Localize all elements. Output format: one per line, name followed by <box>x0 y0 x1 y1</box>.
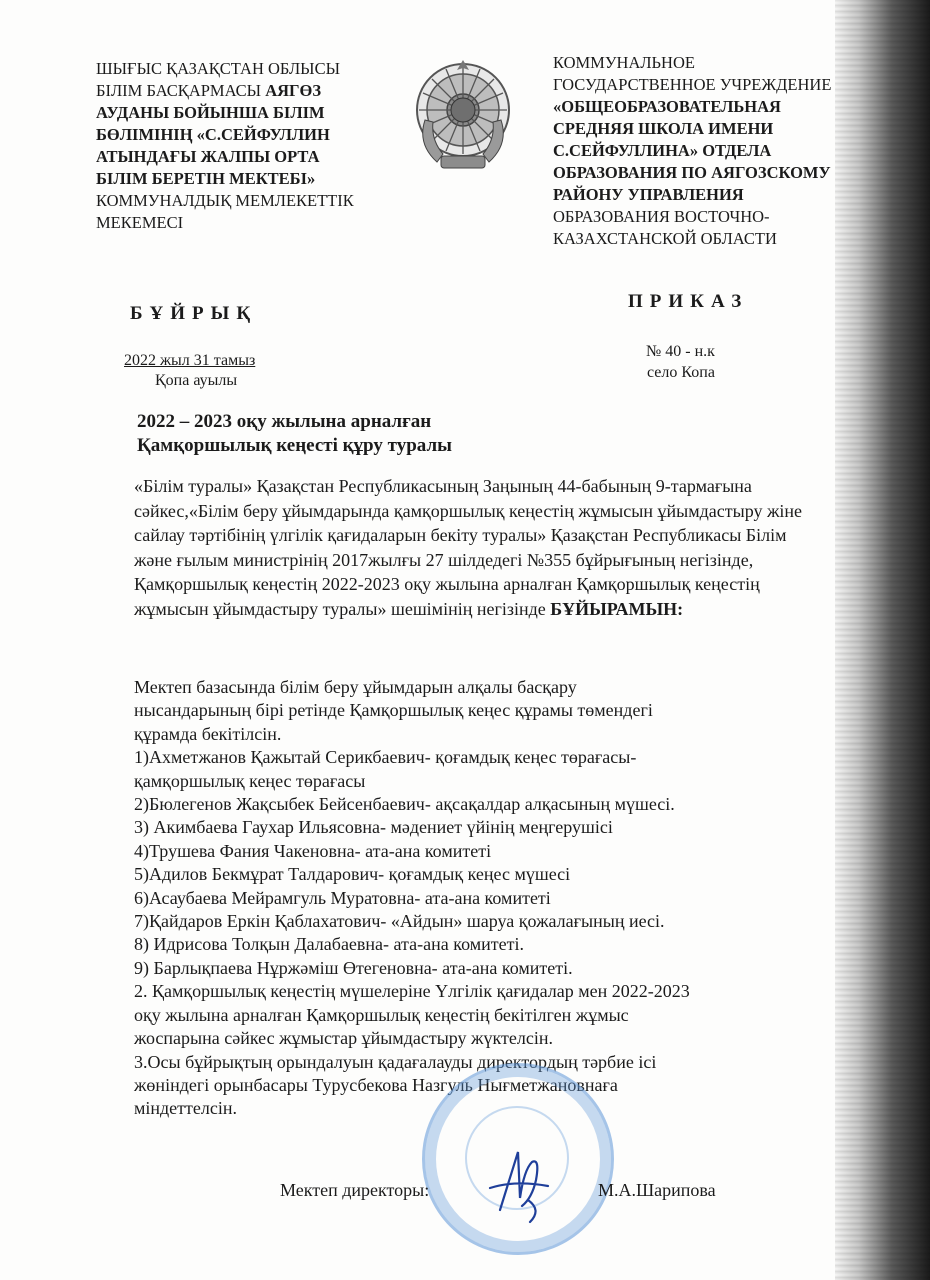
command-word: БҰЙЫРАМЫН: <box>550 598 684 619</box>
body-line: Мектеп базасында білім беру ұйымдарын алқалы басқару <box>134 677 577 697</box>
body-line: құрамда бекітілсін. <box>134 723 282 744</box>
subject-line: 2022 – 2023 оқу жылына арналған <box>137 411 432 432</box>
order-number: № 40 - н.к <box>646 343 715 360</box>
order-date: 2022 жыл 31 тамыз <box>124 352 256 369</box>
body-line: оқу жылына арналған Қамқоршылық кеңестің бекітілген жұмыс <box>134 1004 629 1025</box>
header-right-line: КОММУНАЛЬНОЕ <box>553 53 695 72</box>
body-line: міндеттелсін. <box>134 1098 237 1119</box>
body-line: қамқоршылық кеңес төрағасы <box>134 770 366 791</box>
header-right-line: ОБРАЗОВАНИЯ ПО АЯГОЗСКОМУ <box>553 163 831 182</box>
header-right-line: РАЙОНУ УПРАВЛЕНИЯ <box>553 185 744 204</box>
preamble-paragraph <box>134 474 814 621</box>
header-right-line: КАЗАХСТАНСКОЙ ОБЛАСТИ <box>553 229 777 248</box>
director-signature <box>470 1140 560 1230</box>
header-left-line: АТЫНДАҒЫ ЖАЛПЫ ОРТА <box>96 147 320 166</box>
header-left-line: БІЛІМ БЕРЕТІН МЕКТЕБІ» <box>96 169 316 188</box>
village-kz: Қопа ауылы <box>155 372 238 389</box>
subject-line: Қамқоршылық кеңесті құру туралы <box>137 435 452 456</box>
order-title-ru: ПРИКАЗ <box>628 291 749 312</box>
body-line: 3.Осы бұйрықтың орындалуын қадағалауды директордың тәрбие ісі <box>134 1051 657 1072</box>
header-right-line: «ОБЩЕОБРАЗОВАТЕЛЬНАЯ <box>553 97 781 116</box>
order-body <box>134 676 834 1121</box>
header-left-kz <box>96 58 406 234</box>
body-line: 6)Асаубаева Мейрамгуль Муратовна- ата-ана комитеті <box>134 887 551 908</box>
body-line: 2)Бюлегенов Жақсыбек Бейсенбаевич- ақсақалдар алқасының мүшесі. <box>134 794 675 815</box>
header-left-line: МЕКЕМЕСІ <box>96 213 184 232</box>
body-line: 9) Барлықпаева Нұржәміш Өтегеновна- ата-ана комитеті. <box>134 957 573 978</box>
body-line: 1)Ахметжанов Қажытай Серикбаевич- қоғамдық кеңес төрағасы- <box>134 747 637 768</box>
director-name: М.А.Шарипова <box>598 1180 716 1200</box>
header-right-line: С.СЕЙФУЛЛИНА» ОТДЕЛА <box>553 141 772 160</box>
body-line: 3) Акимбаева Гаухар Ильясовна- мәдениет үйінің меңгерушісі <box>134 817 613 838</box>
header-right-ru <box>553 52 871 250</box>
order-subject <box>137 410 637 458</box>
header-right-line: ГОСУДАРСТВЕННОЕ УЧРЕЖДЕНИЕ <box>553 75 832 94</box>
village-ru: село Копа <box>647 364 715 381</box>
body-line: 2. Қамқоршылық кеңестің мүшелеріне Үлгілік қағидалар мен 2022-2023 <box>134 981 690 1002</box>
header-left-line: КОММУНАЛДЫҚ МЕМЛЕКЕТТІК <box>96 191 354 210</box>
header-left-line: БІЛІМ БАСҚАРМАСЫ АЯГӨЗ <box>96 81 322 100</box>
header-left-line: ШЫҒЫС ҚАЗАҚСТАН ОБЛЫСЫ <box>96 59 340 78</box>
body-line: 5)Адилов Бекмұрат Талдарович- қоғамдық кеңес мүшесі <box>134 864 571 885</box>
body-line: жөніндегі орынбасары Турусбекова Назгуль Нығметжановнаға <box>134 1074 618 1095</box>
director-title: Мектеп директоры: <box>280 1180 430 1200</box>
body-line: жоспарына сәйкес жұмыстар ұйымдастыру жүктелсін. <box>134 1028 553 1049</box>
header-right-line: СРЕДНЯЯ ШКОЛА ИМЕНИ <box>553 119 774 138</box>
body-line: 8) Идрисова Толқын Далабаевна- ата-ана комитеті. <box>134 934 524 955</box>
header-left-line: АУДАНЫ БОЙЫНША БІЛІМ <box>96 103 325 122</box>
body-line: 7)Қайдаров Еркін Қаблахатович- «Айдын» шаруа қожалағының иесі. <box>134 911 665 932</box>
header-left-line: БӨЛІМІНІҢ «С.СЕЙФУЛЛИН <box>96 125 330 144</box>
state-emblem-icon <box>413 58 513 188</box>
order-title-kz: БҰЙРЫҚ <box>130 303 258 324</box>
header-right-line: ОБРАЗОВАНИЯ ВОСТОЧНО- <box>553 207 770 226</box>
body-line: нысандарының бірі ретінде Қамқоршылық кеңес құрамы төмендегі <box>134 700 653 721</box>
preamble-text: «Білім туралы» Қазақстан Республикасының Заңының 44-бабының 9-тармағына сәйкес,«Білім беру ұйымдарында қамқоршылық кеңестің жұмысын ұйымдастыру жіне сайлау тәртібінің үлгілік қағидаларын бекіту туралы» Қазақстан Республикасы Білім және ғылым министрінің 2017жылғы 27 шілдедегі №355 бұйрығының негізінде, Қамқоршылық кеңестің 2022-2023 оқу жылына арналған Қамқоршылық кеңестің жұмысын ұйымдастыру туралы» шешімінің негізінде <box>134 476 803 619</box>
body-line: 4)Трушева Фания Чакеновна- ата-ана комитеті <box>134 840 492 861</box>
